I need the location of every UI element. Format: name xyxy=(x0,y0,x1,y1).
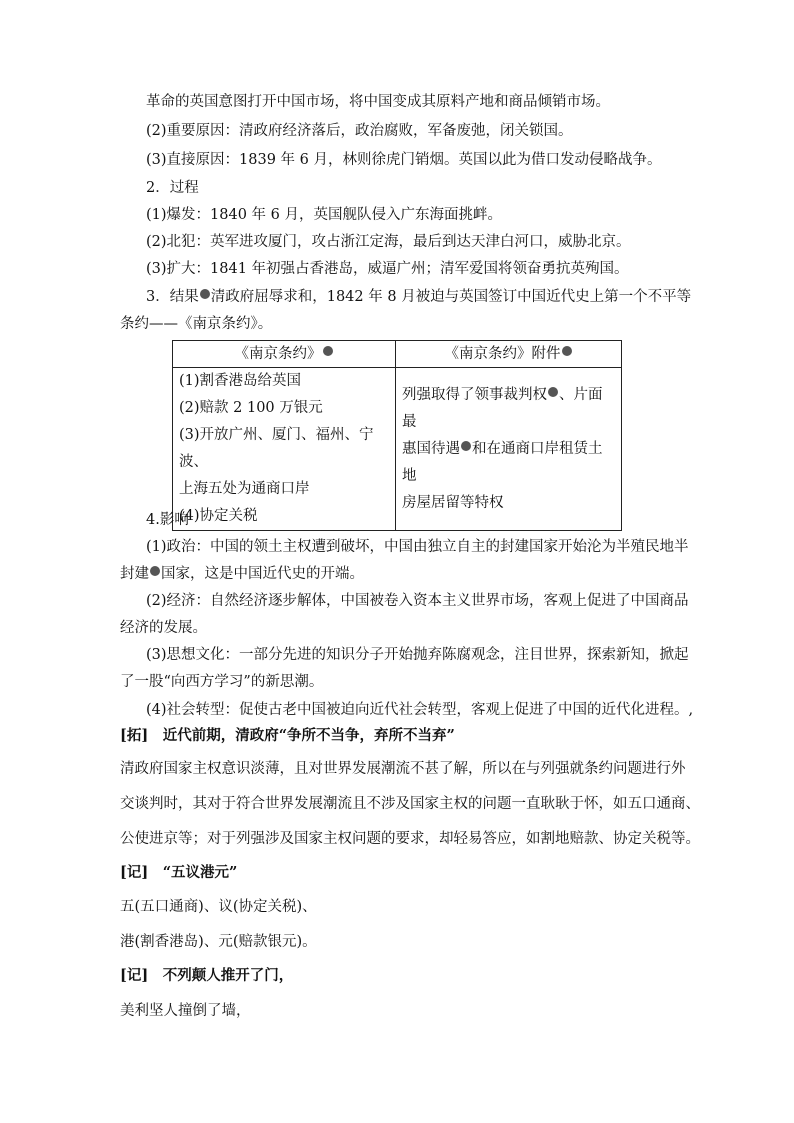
list-item: (4)协定关税 xyxy=(179,508,258,524)
table-header-cell xyxy=(173,341,396,368)
note-marker-icon xyxy=(150,566,160,576)
text-line: 经济的发展。 xyxy=(120,620,207,636)
text-line: 清政府国家主权意识淡薄，且对世界发展潮流不甚了解，所以在与列强就条约问题进行外 xyxy=(120,761,686,777)
note-marker-icon xyxy=(461,441,471,451)
text-line: (1)政治：中国的领土主权遭到破坏，中国由独立自主的封建国家开始沦为半殖民地半 xyxy=(146,539,689,555)
table-cell-left xyxy=(173,368,396,531)
text-line: 港(割香港岛)、元(赔款银元)。 xyxy=(120,934,317,950)
header-text: 《南京条约》附件 xyxy=(444,346,561,362)
cell-line: 房屋居留等特权 xyxy=(402,494,504,511)
list-item: (1)割香港岛给英国 xyxy=(179,373,302,389)
cell-line xyxy=(402,436,615,490)
text-line: (3)直接原因：1839 年 6 月，林则徐虎门销烟。英国以此为借口发动侵略战争。 xyxy=(146,152,662,168)
text-span: 国家，这是中国近代史的开端。 xyxy=(161,566,364,582)
note-marker-icon xyxy=(200,289,210,299)
extension-heading: [拓] 近代前期，清政府“争所不当争，弃所不当弃” xyxy=(120,727,455,744)
note-marker-icon xyxy=(562,346,572,356)
header-text: 《南京条约》 xyxy=(234,346,322,362)
text-line xyxy=(146,287,691,307)
text-line: (3)思想文化：一部分先进的知识分子开始抛弃陈腐观念，注目世界，探索新知，掀起 xyxy=(146,647,689,663)
text-line: 公使进京等；对于列强涉及国家主权问题的要求，却轻易答应，如割地赔款、协定关税等。 xyxy=(120,831,700,847)
text-span: 清政府屈辱求和，1842 年 8 月被迫与英国签订中国近代史上第一个不平等 xyxy=(210,289,692,305)
text-span: 封建 xyxy=(120,566,149,582)
section-heading: 3．结果 xyxy=(146,289,199,305)
memory-heading: [记] “五议港元” xyxy=(120,864,238,881)
table-cell-right xyxy=(396,368,622,531)
list-item: (2)赔款 2 100 万银元 xyxy=(179,400,323,416)
table-header-cell xyxy=(396,341,622,368)
text-line: 条约——《南京条约》。 xyxy=(120,316,273,332)
text-line: (3)扩大：1841 年初强占香港岛，威逼广州；清军爱国将领奋勇抗英殉国。 xyxy=(146,261,629,277)
section-heading: 2．过程 xyxy=(146,180,199,196)
text-line xyxy=(120,564,364,584)
text-span: 、片面最 xyxy=(402,386,603,430)
text-line: (2)经济：自然经济逐步解体，中国被卷入资本主义世界市场，客观上促进了中国商品 xyxy=(146,593,689,609)
text-line: (1)爆发：1840 年 6 月，英国舰队侵入广东海面挑衅。 xyxy=(146,207,502,223)
text-line: (2)重要原因：清政府经济落后，政治腐败，军备废弛，闭关锁国。 xyxy=(146,123,573,139)
text-line: 了一股“向西方学习”的新思潮。 xyxy=(120,674,324,690)
text-line: (4)社会转型：促使古老中国被迫向近代社会转型，客观上促进了中国的近代化进程。, xyxy=(146,702,694,718)
cell-line xyxy=(402,382,615,436)
treaty-table xyxy=(172,340,622,531)
text-span: 列强取得了领事裁判权 xyxy=(402,386,547,403)
text-line: 革命的英国意图打开中国市场，将中国变成其原料产地和商品倾销市场。 xyxy=(146,94,610,110)
section-heading: 4.影响 xyxy=(146,512,189,528)
note-marker-icon xyxy=(323,346,333,356)
list-item: 上海五处为通商口岸 xyxy=(179,481,310,497)
text-line: 美利坚人撞倒了墙， xyxy=(120,1003,251,1019)
text-span: 惠国待遇 xyxy=(402,440,460,457)
text-line: 五(五口通商)、议(协定关税)、 xyxy=(120,899,317,915)
memory-heading: [记] 不列颠人推开了门， xyxy=(120,967,294,984)
list-item: (3)开放广州、厦门、福州、宁波、 xyxy=(179,427,374,470)
note-marker-icon xyxy=(548,387,558,397)
text-span: 和在通商口岸租赁土地 xyxy=(402,440,603,484)
text-line: (2)北犯：英军进攻厦门，攻占浙江定海，最后到达天津白河口，威胁北京。 xyxy=(146,234,631,250)
text-line: 交谈判时，其对于符合世界发展潮流且不涉及国家主权的问题一直耿耿于怀，如五口通商、 xyxy=(120,796,700,812)
